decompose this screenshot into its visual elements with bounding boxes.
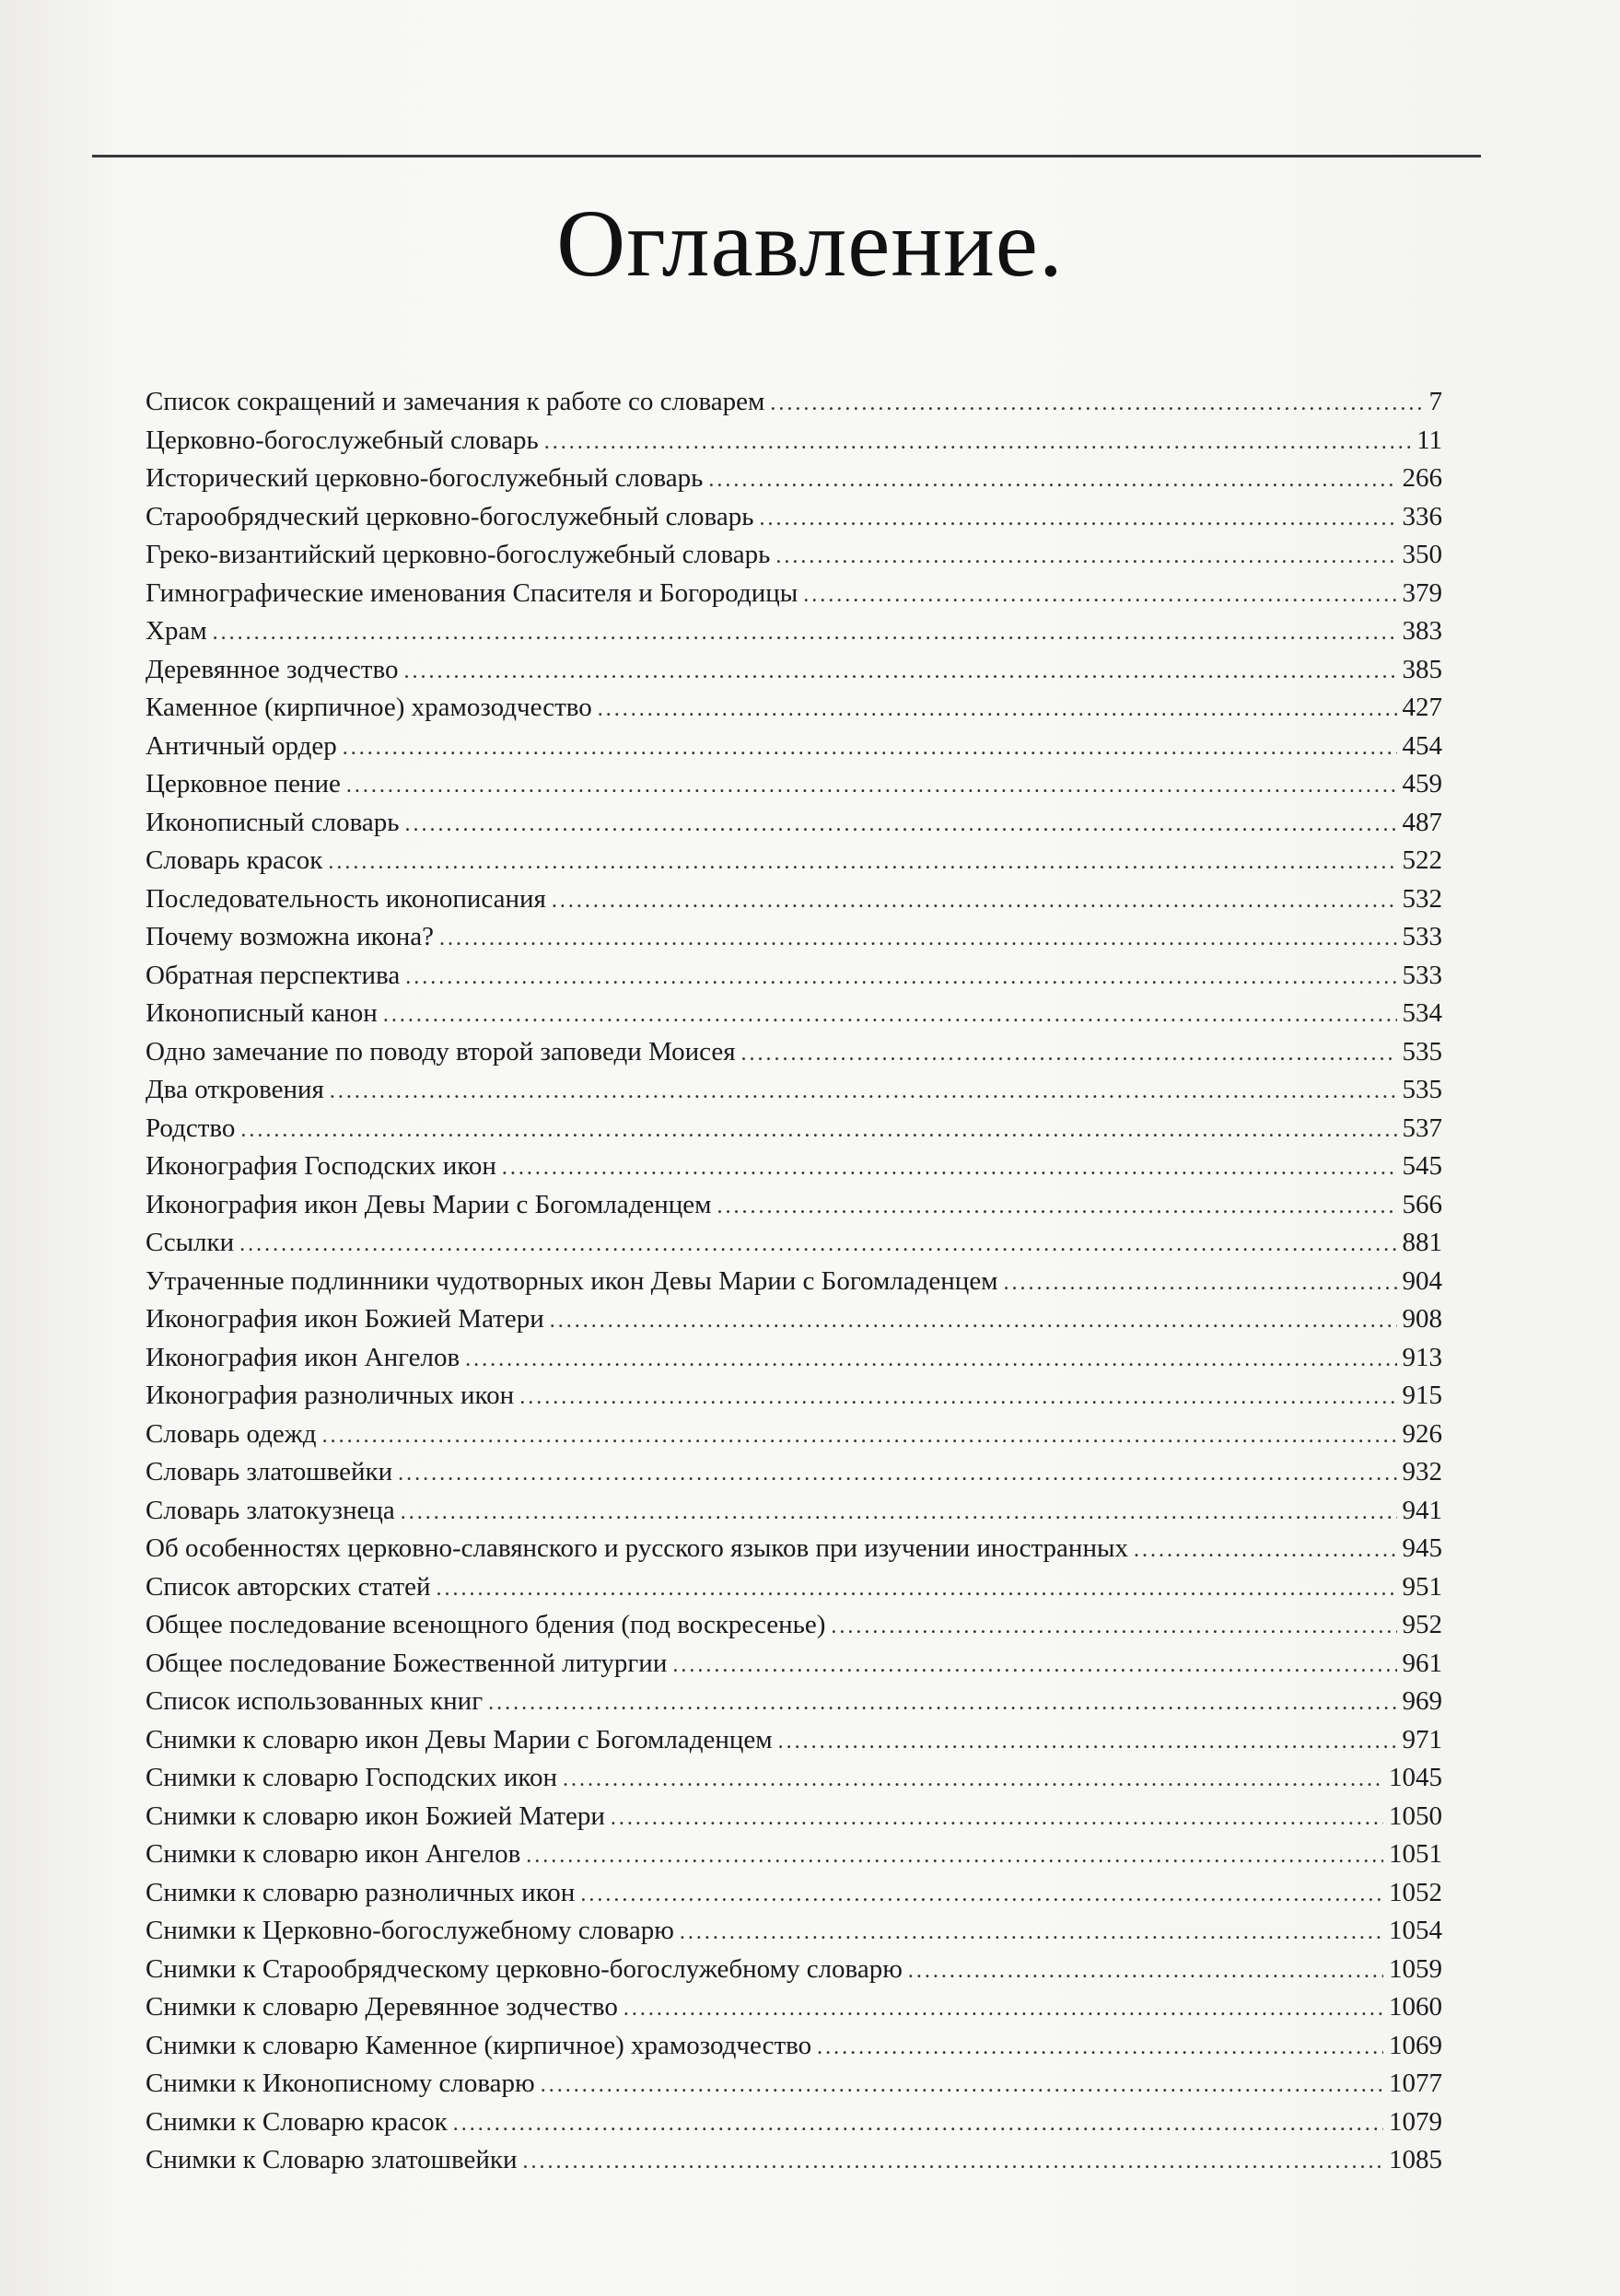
toc-entry-page-number: 971 <box>1402 1724 1442 1754</box>
toc-entry-page-number: 915 <box>1402 1381 1442 1410</box>
toc-entry <box>146 2027 1442 2066</box>
toc-entry-page-number: 534 <box>1402 998 1442 1028</box>
toc-entry <box>146 1071 1442 1110</box>
toc-entry-page-number: 904 <box>1402 1265 1442 1296</box>
toc-entry-title: Обратная перспектива <box>146 960 401 990</box>
toc-entry-page-number: 385 <box>1402 654 1442 684</box>
toc-entry-title: Иконописный канон <box>146 998 378 1028</box>
toc-dot-leader <box>239 1226 1396 1265</box>
toc-entry-page-number: 1085 <box>1389 2145 1442 2174</box>
toc-entry-page-number: 1059 <box>1389 1953 1442 1984</box>
toc-entry <box>146 498 1442 537</box>
toc-entry-title: Снимки к Иконописному словарю <box>146 2069 535 2098</box>
toc-entry-title: Снимки к словарю Деревянное зодчество <box>146 1992 618 2022</box>
toc-entry <box>146 2104 1442 2142</box>
toc-dot-leader <box>405 806 1397 845</box>
toc-entry <box>146 2141 1442 2180</box>
toc-dot-leader <box>1004 1265 1397 1303</box>
toc-entry-title: Иконография икон Ангелов <box>146 1342 460 1372</box>
toc-entry <box>146 651 1442 690</box>
toc-entry-page-number: 1069 <box>1389 2030 1442 2060</box>
toc-dot-leader <box>580 1876 1383 1915</box>
toc-dot-leader <box>717 1188 1397 1227</box>
toc-entry-page-number: 533 <box>1402 922 1442 951</box>
toc-entry <box>146 1339 1442 1378</box>
toc-entry-title: Иконография Господских икон <box>146 1151 496 1181</box>
toc-entry-page-number: 336 <box>1402 501 1442 531</box>
toc-entry-page-number: 350 <box>1402 540 1442 569</box>
toc-entry-page-number: 487 <box>1402 807 1442 837</box>
toc-entry <box>146 1377 1442 1416</box>
toc-entry-page-number: 545 <box>1402 1151 1442 1181</box>
toc-entry-page-number: 537 <box>1402 1113 1442 1143</box>
toc-entry-title: Утраченные подлинники чудотворных икон Девы Марии с Богомладенцем <box>146 1265 998 1296</box>
toc-entry <box>146 1033 1442 1072</box>
toc-dot-leader <box>541 2067 1383 2105</box>
toc-dot-leader <box>401 1494 1397 1533</box>
toc-entry-title: Гимнографические именования Спасителя и Богородицы <box>146 577 798 608</box>
toc-entry-title: Античный ордер <box>146 730 337 761</box>
toc-entry <box>146 842 1442 880</box>
toc-entry-title: Снимки к словарю Господских икон <box>146 1763 558 1792</box>
toc-entry <box>146 995 1442 1033</box>
toc-entry-page-number: 1050 <box>1389 1801 1442 1831</box>
toc-entry-title: Снимки к Старообрядческому церковно-богослужебному словарю <box>146 1953 903 1984</box>
toc-entry-page-number: 969 <box>1402 1686 1442 1716</box>
toc-dot-leader <box>519 1379 1396 1417</box>
toc-entry-page-number: 961 <box>1402 1648 1442 1678</box>
toc-dot-leader <box>437 1570 1397 1609</box>
toc-dot-leader <box>403 653 1396 692</box>
toc-entry-title: Старообрядческий церковно-богослужебный словарь <box>146 501 754 531</box>
toc-entry-page-number: 522 <box>1402 845 1442 875</box>
toc-entry-page-number: 379 <box>1402 577 1442 608</box>
toc-entry-page-number: 951 <box>1402 1571 1442 1602</box>
toc-dot-leader <box>775 538 1396 577</box>
toc-entry <box>146 1798 1442 1836</box>
toc-entry-page-number: 881 <box>1402 1228 1442 1257</box>
toc-entry <box>146 918 1442 957</box>
toc-entry <box>146 460 1442 498</box>
toc-entry <box>146 612 1442 651</box>
toc-entry <box>146 536 1442 575</box>
toc-entry-title: Храм <box>146 616 207 646</box>
toc-entry-page-number: 1077 <box>1389 2069 1442 2098</box>
toc-entry-title: Иконография икон Девы Марии с Богомладенцем <box>146 1189 712 1219</box>
toc-entry-page-number: 533 <box>1402 960 1442 990</box>
header-rule <box>92 155 1481 157</box>
page-title: Оглавление. <box>556 191 1064 297</box>
toc-dot-leader <box>550 1302 1397 1341</box>
toc-dot-leader <box>453 2105 1383 2144</box>
toc-entry-title: Снимки к Словарю красок <box>146 2106 448 2137</box>
toc-entry-page-number: 926 <box>1402 1418 1442 1449</box>
toc-entry-page-number: 913 <box>1402 1342 1442 1372</box>
toc-dot-leader <box>741 1035 1397 1074</box>
toc-entry <box>146 1530 1442 1568</box>
toc-entry-title: Церковное пение <box>146 769 341 798</box>
toc-entry <box>146 728 1442 766</box>
toc-entry <box>146 1148 1442 1186</box>
toc-dot-leader <box>405 959 1396 997</box>
toc-entry-page-number: 535 <box>1402 1075 1442 1104</box>
toc-entry-title: Родство <box>146 1113 236 1143</box>
toc-entry <box>146 1683 1442 1721</box>
toc-dot-leader <box>672 1647 1396 1685</box>
toc-entry-title: Ссылки <box>146 1228 235 1257</box>
toc-dot-leader <box>502 1149 1397 1188</box>
toc-entry <box>146 1721 1442 1760</box>
toc-entry-page-number: 459 <box>1402 769 1442 798</box>
toc-entry-title: Греко-византийский церковно-богослужебный словарь <box>146 540 771 569</box>
toc-entry-title: Общее последование Божественной литургии <box>146 1648 668 1678</box>
toc-entry-page-number: 266 <box>1402 463 1442 493</box>
toc-dot-leader <box>544 424 1411 462</box>
table-of-contents <box>146 383 1442 2180</box>
toc-dot-leader <box>488 1684 1396 1723</box>
toc-dot-leader <box>598 691 1397 729</box>
toc-dot-leader <box>322 1417 1397 1456</box>
toc-entry <box>146 1606 1442 1645</box>
toc-dot-leader <box>343 729 1397 768</box>
toc-entry-title: Деревянное зодчество <box>146 654 399 684</box>
toc-entry-title: Иконография разноличных икон <box>146 1381 515 1410</box>
toc-entry <box>146 1263 1442 1301</box>
toc-dot-leader <box>1134 1532 1397 1570</box>
toc-dot-leader <box>383 996 1397 1035</box>
toc-entry-title: Словарь златокузнеца <box>146 1495 395 1525</box>
toc-entry-page-number: 535 <box>1402 1036 1442 1066</box>
toc-entry-title: Снимки к словарю икон Девы Марии с Богомладенцем <box>146 1724 773 1754</box>
toc-entry <box>146 880 1442 919</box>
toc-entry-title: Список сокращений и замечания к работе со словарем <box>146 387 765 416</box>
toc-dot-leader <box>563 1761 1383 1800</box>
toc-entry-title: Иконописный словарь <box>146 807 400 837</box>
toc-entry <box>146 1645 1442 1684</box>
toc-entry-title: Церковно-богослужебный словарь <box>146 425 539 455</box>
toc-entry <box>146 575 1442 613</box>
toc-entry-page-number: 11 <box>1416 425 1442 455</box>
toc-entry-title: Об особенностях церковно-славянского и русского языков при изучении иностранных <box>146 1533 1128 1563</box>
toc-dot-leader <box>328 844 1396 882</box>
toc-dot-leader <box>240 1112 1396 1150</box>
toc-dot-leader <box>213 614 1397 653</box>
toc-entry <box>146 422 1442 460</box>
toc-dot-leader <box>330 1073 1397 1112</box>
toc-entry <box>146 1300 1442 1339</box>
toc-dot-leader <box>346 767 1397 806</box>
toc-entry <box>146 1110 1442 1148</box>
toc-entry <box>146 1874 1442 1913</box>
toc-dot-leader <box>611 1800 1383 1838</box>
toc-entry <box>146 1912 1442 1951</box>
toc-entry-title: Общее последование всенощного бдения (под воскресенье) <box>146 1610 826 1639</box>
toc-dot-leader <box>803 577 1396 615</box>
toc-entry <box>146 1453 1442 1492</box>
toc-entry-title: Последовательность иконописания <box>146 883 546 914</box>
toc-entry <box>146 383 1442 422</box>
toc-dot-leader <box>465 1341 1396 1380</box>
toc-dot-leader <box>708 461 1396 500</box>
toc-entry-title: Словарь одежд <box>146 1418 317 1449</box>
toc-dot-leader <box>759 500 1396 539</box>
toc-entry <box>146 1836 1442 1874</box>
toc-entry-page-number: 1079 <box>1389 2106 1442 2137</box>
toc-entry-page-number: 952 <box>1402 1610 1442 1639</box>
toc-dot-leader <box>523 2143 1383 2182</box>
toc-entry-title: Снимки к словарю икон Божией Матери <box>146 1801 605 1831</box>
toc-entry-title: Одно замечание по поводу второй заповеди Моисея <box>146 1036 736 1066</box>
toc-entry <box>146 1492 1442 1531</box>
toc-entry <box>146 1759 1442 1798</box>
toc-entry-page-number: 932 <box>1402 1457 1442 1486</box>
toc-entry-page-number: 908 <box>1402 1304 1442 1334</box>
toc-entry <box>146 1568 1442 1607</box>
toc-entry <box>146 689 1442 728</box>
toc-entry-page-number: 532 <box>1402 883 1442 914</box>
toc-entry-page-number: 1054 <box>1389 1916 1442 1945</box>
toc-entry-title: Список использованных книг <box>146 1686 484 1716</box>
toc-entry-page-number: 1052 <box>1389 1877 1442 1907</box>
toc-dot-leader <box>439 920 1397 959</box>
toc-entry <box>146 1186 1442 1225</box>
toc-entry-title: Почему возможна икона? <box>146 922 434 951</box>
toc-entry <box>146 1416 1442 1454</box>
toc-entry-title: Словарь красок <box>146 845 323 875</box>
toc-entry-title: Иконография икон Божией Матери <box>146 1304 544 1334</box>
toc-dot-leader <box>624 1990 1383 2029</box>
toc-entry-title: Снимки к словарю разноличных икон <box>146 1877 576 1907</box>
toc-entry <box>146 1988 1442 2027</box>
toc-entry-title: Список авторских статей <box>146 1571 431 1602</box>
toc-entry-page-number: 7 <box>1428 387 1442 416</box>
toc-entry-page-number: 427 <box>1402 693 1442 722</box>
toc-entry-page-number: 1060 <box>1389 1992 1442 2022</box>
toc-entry-page-number: 383 <box>1402 616 1442 646</box>
toc-dot-leader <box>552 882 1397 921</box>
toc-entry <box>146 1224 1442 1263</box>
toc-entry-page-number: 1045 <box>1389 1763 1442 1792</box>
toc-dot-leader <box>831 1608 1396 1647</box>
toc-entry-title: Каменное (кирпичное) храмозодчество <box>146 693 592 722</box>
toc-entry-page-number: 941 <box>1402 1495 1442 1525</box>
toc-dot-leader <box>398 1455 1396 1494</box>
toc-dot-leader <box>778 1723 1397 1762</box>
toc-entry-page-number: 945 <box>1402 1533 1442 1563</box>
toc-entry <box>146 765 1442 804</box>
toc-entry <box>146 2065 1442 2104</box>
toc-dot-leader <box>908 1952 1383 1991</box>
toc-dot-leader <box>770 385 1423 424</box>
toc-entry-title: Снимки к Словарю златошвейки <box>146 2145 518 2174</box>
toc-entry-title: Исторический церковно-богослужебный словарь <box>146 463 704 493</box>
toc-entry-title: Снимки к словарю икон Ангелов <box>146 1839 521 1869</box>
toc-entry <box>146 804 1442 843</box>
toc-entry-title: Снимки к Церковно-богослужебному словарю <box>146 1916 674 1945</box>
toc-dot-leader <box>526 1837 1383 1876</box>
toc-entry <box>146 957 1442 996</box>
toc-entry-page-number: 566 <box>1402 1189 1442 1219</box>
toc-dot-leader <box>680 1914 1383 1952</box>
toc-dot-leader <box>817 2029 1383 2068</box>
toc-entry-title: Два откровения <box>146 1075 324 1104</box>
toc-entry-page-number: 1051 <box>1389 1839 1442 1869</box>
toc-entry-title: Снимки к словарю Каменное (кирпичное) храмозодчество <box>146 2030 812 2060</box>
toc-entry-page-number: 454 <box>1402 730 1442 761</box>
toc-entry <box>146 1951 1442 1989</box>
toc-entry-title: Словарь златошвейки <box>146 1457 393 1486</box>
